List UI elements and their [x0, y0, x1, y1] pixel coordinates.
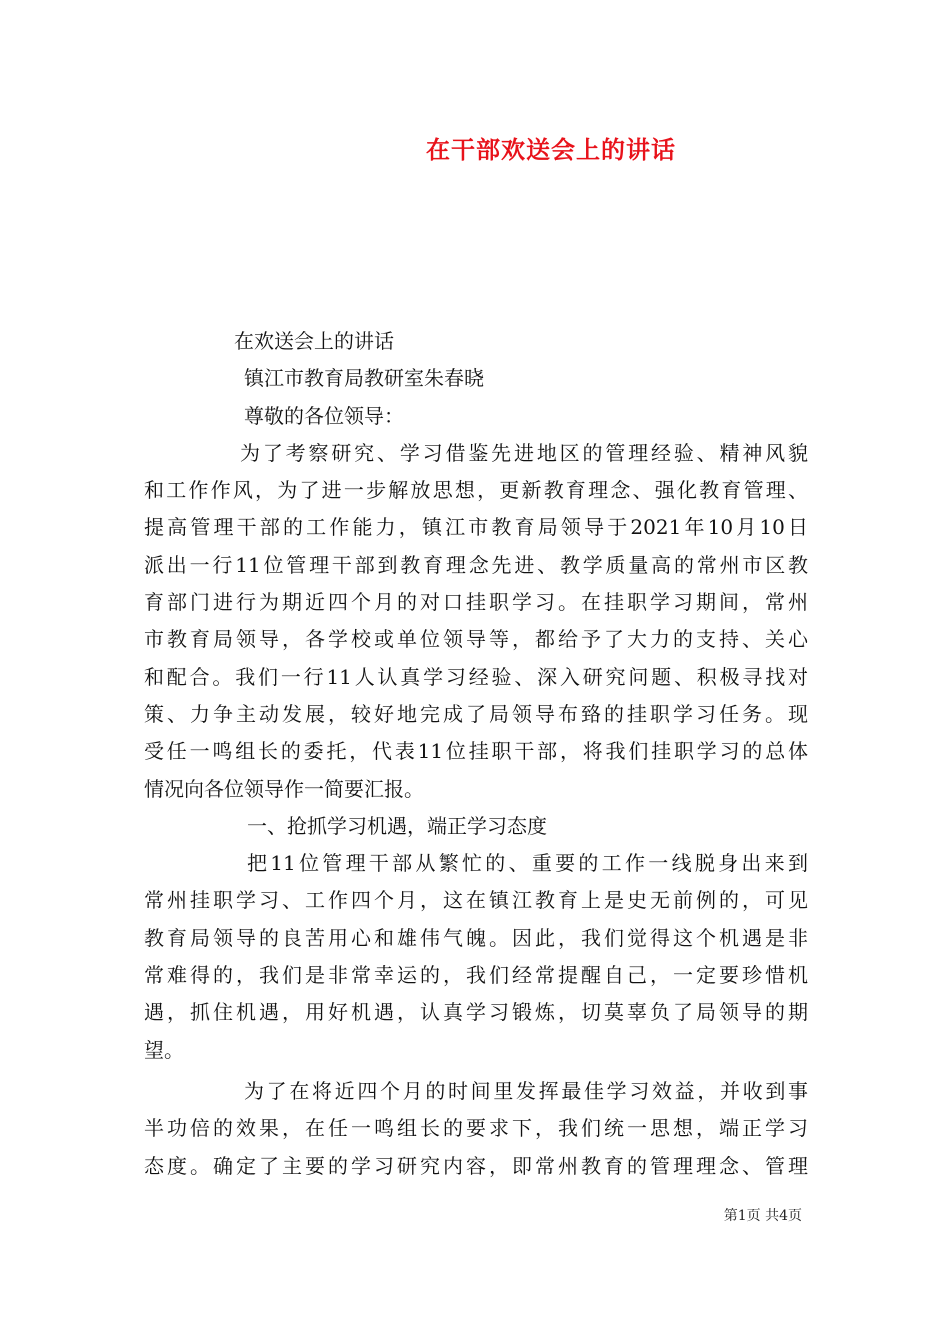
- paragraph-line: 策、力争主动发展，较好地完成了局领导布臵的挂职学习任务。现: [144, 701, 808, 726]
- paragraph-line: 为了考察研究、学习借鉴先进地区的管理经验、精神风貌: [240, 440, 808, 465]
- author-line: 镇江市教育局教研室朱春晓: [244, 366, 484, 391]
- paragraph-line: 把11位管理干部从繁忙的、重要的工作一线脱身出来到: [247, 851, 808, 876]
- paragraph-line: 为了在将近四个月的时间里发挥最佳学习效益，并收到事: [244, 1078, 808, 1103]
- paragraph-line: 教育局领导的良苦用心和雄伟气魄。因此，我们觉得这个机遇是非: [144, 925, 808, 950]
- paragraph-line: 常州挂职学习、工作四个月，这在镇江教育上是史无前例的，可见: [144, 888, 808, 913]
- document-title: 在干部欢送会上的讲话: [426, 135, 676, 164]
- paragraph-1: [144, 435, 808, 808]
- document-body: [144, 323, 808, 1185]
- paragraph-3: [144, 1073, 808, 1185]
- paragraph-line: 常难得的，我们是非常幸运的，我们经常提醒自己，一定要珍惜机: [144, 963, 808, 988]
- paragraph-2: [144, 845, 808, 1069]
- page-number: 第1页 共4页: [723, 1208, 802, 1224]
- paragraph-line: 和工作作风，为了进一步解放思想，更新教育理念、强化教育管理、: [144, 478, 808, 503]
- speech-heading: 在欢送会上的讲话: [234, 329, 394, 353]
- paragraph-line: 提高管理干部的工作能力，镇江市教育局领导于2021年10月10日: [144, 515, 808, 540]
- salutation: 尊敬的各位领导：: [244, 403, 404, 428]
- paragraph-line: 派出一行11位管理干部到教育理念先进、教学质量高的常州市区教: [144, 552, 808, 577]
- paragraph-line: 和配合。我们一行11人认真学习经验、深入研究问题、积极寻找对: [144, 664, 808, 689]
- paragraph-line: 情况向各位领导作一简要汇报。: [144, 776, 424, 801]
- paragraph-line: 望。: [144, 1037, 184, 1062]
- paragraph-line: 半功倍的效果，在任一鸣组长的要求下，我们统一思想，端正学习: [144, 1116, 808, 1141]
- paragraph-line: 态度。确定了主要的学习研究内容，即常州教育的管理理念、管理: [144, 1153, 808, 1178]
- paragraph-line: 市教育局领导，各学校或单位领导等，都给予了大力的支持、关心: [144, 627, 808, 652]
- paragraph-line: 遇，抓住机遇，用好机遇，认真学习锻炼，切莫辜负了局领导的期: [144, 1000, 808, 1025]
- section-heading: 一、抢抓学习机遇，端正学习态度: [247, 813, 547, 838]
- paragraph-line: 受任一鸣组长的委托，代表11位挂职干部，将我们挂职学习的总体: [144, 739, 808, 764]
- paragraph-line: 育部门进行为期近四个月的对口挂职学习。在挂职学习期间，常州: [144, 590, 808, 615]
